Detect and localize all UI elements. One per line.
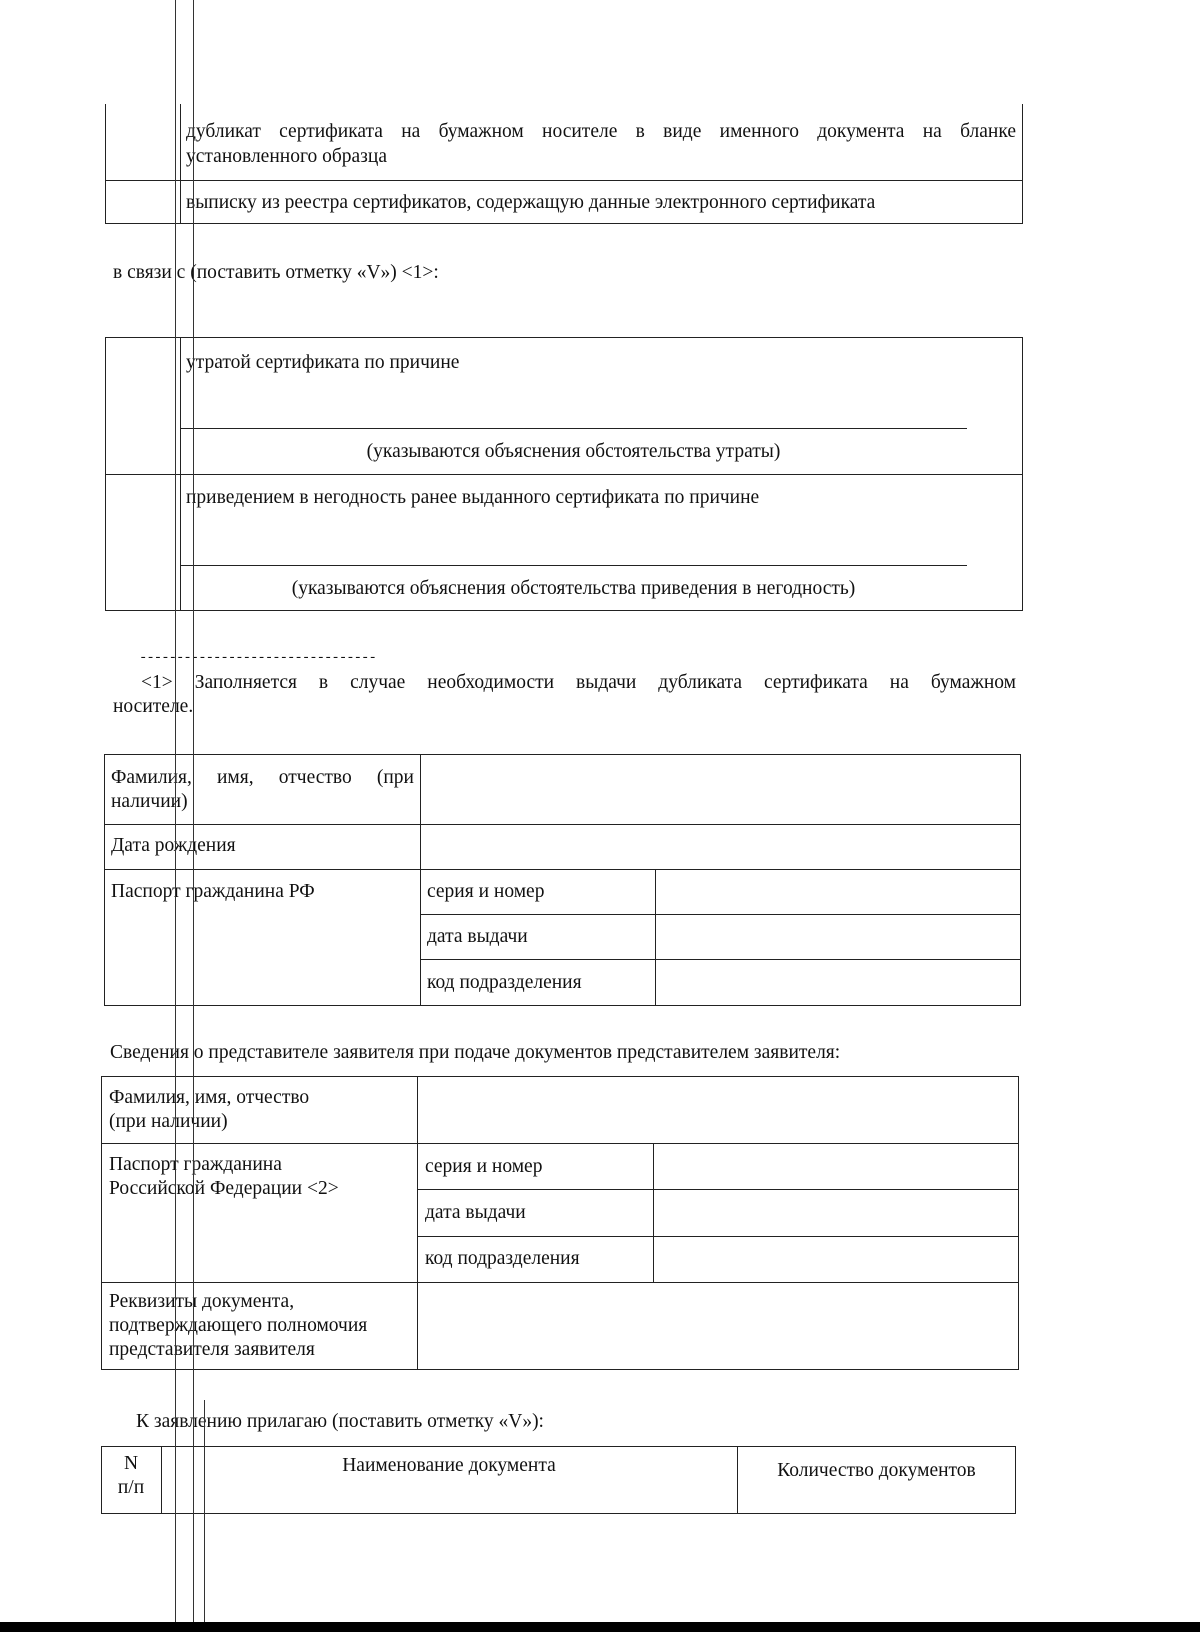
rep-requisites-label: Реквизиты документа, [109,1291,295,1312]
footnote-line1: <1> Заполняется в случае необходимости выдачи дубликата сертификата на бумажном [141,672,1016,693]
attachments-intro: К заявлению прилагаю (поставить отметку «V»): [136,1411,544,1432]
damage-underline [180,565,967,566]
rep-fio-label-cont: (при наличии) [109,1111,228,1132]
footnote-line2: носителе. [113,696,194,717]
applicant-issue-date-label: дата выдачи [427,926,528,947]
rep-dept-code-label: код подразделения [425,1248,580,1269]
applicant-series-label: серия и номер [427,881,545,902]
rep-requisites-label-cont2: представителя заявителя [109,1339,315,1360]
attach-num-header-cont: п/п [117,1477,145,1498]
applicant-birth-label: Дата рождения [111,835,236,856]
representative-intro: Сведения о представителе заявителя при подаче документов представителем заявителя: [110,1042,841,1063]
footnote-separator: -------------------------------- [139,650,376,666]
loss-underline [180,428,967,429]
reason-loss: утратой сертификата по причине [186,352,460,373]
option-registry-extract: выписку из реестра сертификатов, содержащую данные электронного сертификата [186,192,876,213]
option-duplicate-paper-cont: установленного образца [186,146,387,167]
scan-artifact-line [193,0,194,1632]
attach-count-header: Количество документов [777,1460,976,1481]
applicant-fio-label-cont: наличии) [111,791,188,812]
attach-num-header: N [123,1453,139,1474]
reason-intro: в связи с (поставить отметку «V») <1>: [113,262,439,283]
reason-damage-hint: (указываются объяснения обстоятельства приведения в негодность) [291,578,856,599]
applicant-fio-label: Фамилия, имя, отчество (при [111,767,414,788]
scan-artifact-line [204,1400,205,1632]
applicant-passport-label: Паспорт гражданина РФ [111,881,315,902]
option-duplicate-paper: дубликат сертификата на бумажном носителе в виде именного документа на бланке [186,121,1016,142]
applicant-dept-code-label: код подразделения [427,972,582,993]
rep-requisites-label-cont1: подтверждающего полномочия [109,1315,368,1336]
rep-issue-date-label: дата выдачи [425,1202,526,1223]
rep-series-label: серия и номер [425,1156,543,1177]
scan-bottom-edge [0,1622,1200,1632]
reason-damage: приведением в негодность ранее выданного сертификата по причине [186,487,760,508]
rep-passport-label: Паспорт гражданина [109,1154,282,1175]
scan-artifact-line [175,0,176,1632]
rep-fio-label: Фамилия, имя, отчество [109,1087,310,1108]
rep-passport-label-cont: Российской Федерации <2> [109,1178,339,1199]
reason-loss-hint: (указываются объяснения обстоятельства утраты) [366,441,781,462]
attach-name-header: Наименование документа [342,1455,556,1476]
